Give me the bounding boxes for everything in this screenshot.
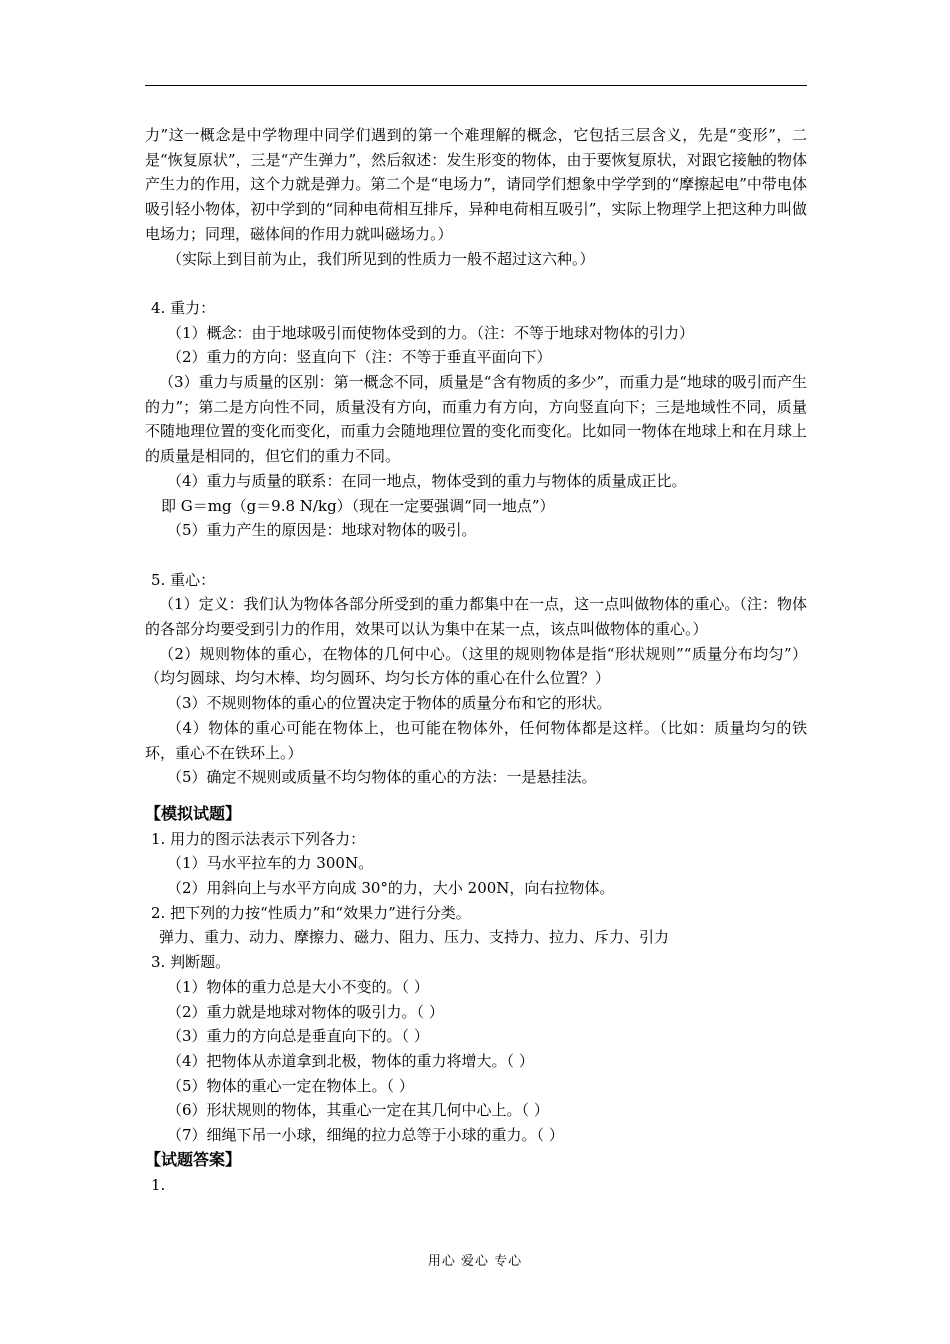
- answers-heading: 【试题答案】: [145, 1149, 242, 1169]
- gravity-vs-mass: （3）重力与质量的区别：第一概念不同，质量是“含有物质的多少”，而重力是“地球的吸引而产生的力”；第二是方向性不同，质量没有方向，而重力有方向，方向竖直向下；三是地域性不同，质量不随地理位置的变化而变化，而重力会随地理位置的变化而变化。比如同一物体在地球上和在月球上的质量是相同的，但它们的重力不同。: [145, 373, 807, 466]
- question-3-item: （1）物体的重力总是大小不变的。（ ）: [167, 977, 429, 996]
- question-1: 1. 用力的图示法表示下列各力：: [151, 829, 366, 848]
- header-rule: [145, 85, 807, 86]
- question-3: 3. 判断题。: [151, 953, 231, 972]
- center-title: 5. 重心：: [151, 570, 216, 589]
- gravity-title: 4. 重力：: [151, 298, 216, 317]
- question-2-list: 弹力、重力、动力、摩擦力、磁力、阻力、压力、支持力、拉力、斥力、引力: [159, 928, 670, 947]
- question-3-item: （2）重力就是地球对物体的吸引力。（ ）: [167, 1002, 444, 1021]
- intro-paragraph: 力”这一概念是中学物理中同学们遇到的第一个难理解的概念，它包括三层含义，先是“变形”，二是“恢复原状”，三是“产生弹力”，然后叙述：发生形变的物体，由于要恢复原状，对跟它接触的物体产生力的作用，这个力就是弹力。第二个是“电场力”，请同学们想象中学学到的“摩擦起电”中带电体吸引轻小物体，初中学到的“同种电荷相互排斥，异种电荷相互吸引”，实际上物理学上把这种力叫做电场力；同理，磁体间的作用力就叫磁场力。）: [145, 126, 807, 243]
- gravity-concept: （1）概念：由于地球吸引而使物体受到的力。（注：不等于地球对物体的引力）: [167, 323, 695, 342]
- center-method: （5）确定不规则或质量不均匀物体的重心的方法：一是悬挂法。: [167, 768, 597, 787]
- page-footer: 用心 爱心 专心: [427, 1254, 523, 1269]
- gravity-direction: （2）重力的方向：竖直向下（注：不等于垂直平面向下）: [167, 348, 552, 367]
- question-3-item: （6）形状规则的物体，其重心一定在其几何中心上。（ ）: [167, 1101, 549, 1120]
- question-3-item: （5）物体的重心一定在物体上。（ ）: [167, 1076, 414, 1095]
- question-3-item: （3）重力的方向总是垂直向下的。（ ）: [167, 1027, 429, 1046]
- gravity-formula: 即 G＝mg（g＝9.8 N/kg）（现在一定要强调“同一地点”）: [161, 496, 555, 515]
- document-body: [145, 123, 807, 1197]
- gravity-mass-relation: （4）重力与质量的联系：在同一地点，物体受到的重力与物体的质量成正比。: [167, 471, 687, 490]
- center-position: （4）物体的重心可能在物体上，也可能在物体外，任何物体都是这样。（比如：质量均匀的铁环，重心不在铁环上。）: [145, 718, 807, 762]
- question-3-item: （7）细绳下吊一小球，细绳的拉力总等于小球的重力。（ ）: [167, 1126, 564, 1145]
- center-irregular: （3）不规则物体的重心的位置决定于物体的质量分布和它的形状。: [167, 694, 612, 713]
- question-3-item: （4）把物体从赤道拿到北极，物体的重力将增大。（ ）: [167, 1051, 534, 1070]
- center-definition: （1）定义：我们认为物体各部分所受到的重力都集中在一点，这一点叫做物体的重心。（注：物体的各部分均要受到引力的作用，效果可以认为集中在某一点，该点叫做物体的重心。）: [145, 595, 807, 639]
- gravity-cause: （5）重力产生的原因是：地球对物体的吸引。: [167, 521, 477, 540]
- question-1b: （2）用斜向上与水平方向成 30°的力，大小 200N，向右拉物体。: [167, 879, 615, 898]
- answer-1: 1.: [151, 1175, 166, 1194]
- intro-note: （实际上到目前为止，我们所见到的性质力一般不超过这六种。）: [167, 249, 595, 268]
- exam-heading: 【模拟试题】: [145, 803, 242, 823]
- center-regular: （2）规则物体的重心，在物体的几何中心。（这里的规则物体是指“形状规则”“质量分布均匀”）（均匀圆球、均匀木棒、均匀圆环、均匀长方体的重心在什么位置？）: [145, 644, 807, 688]
- question-2: 2. 把下列的力按“性质力”和“效果力”进行分类。: [151, 903, 471, 922]
- question-1a: （1）马水平拉车的力 300N。: [167, 854, 374, 873]
